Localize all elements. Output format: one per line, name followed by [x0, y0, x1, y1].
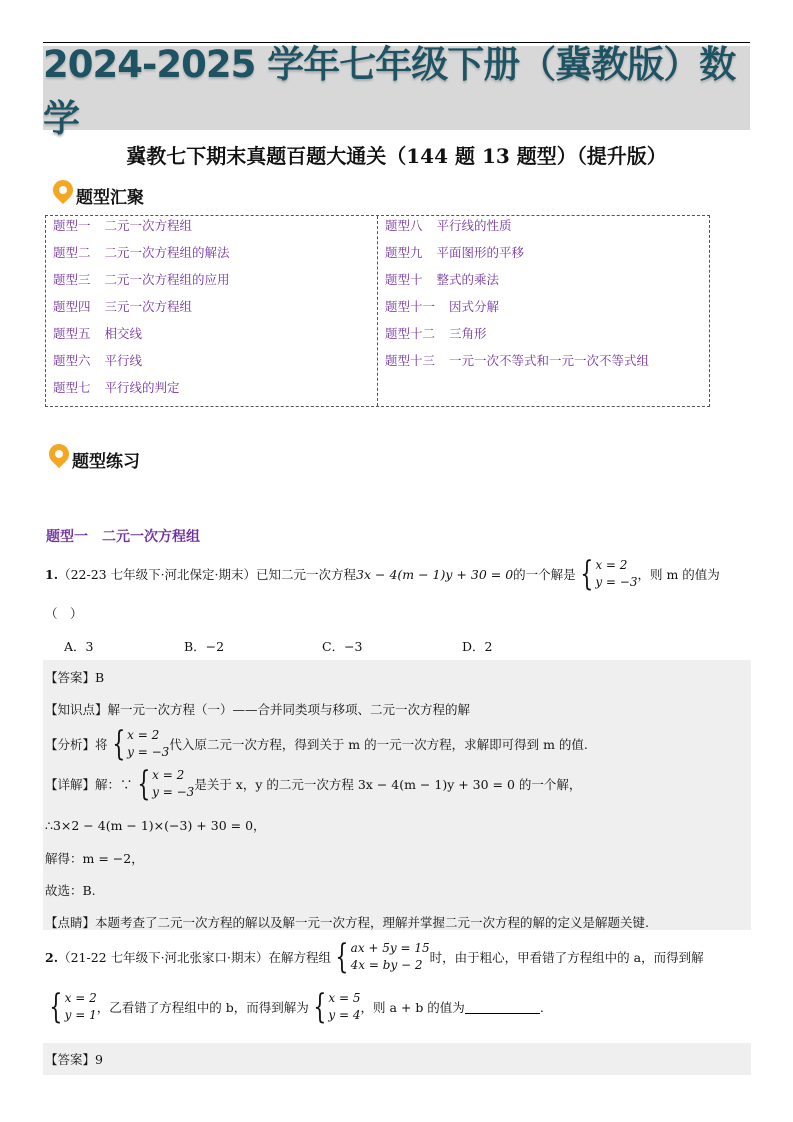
type-number: 题型四: [53, 299, 91, 314]
q1-analysis-system: { x = 2 y = −3: [111, 724, 170, 764]
type-number: 题型一: [53, 218, 91, 233]
detail-text: 是关于 x，y 的二元一次方程 3x − 4(m − 1)y + 30 = 0 的一个解，: [194, 777, 582, 792]
q1-stem: [45, 554, 720, 594]
type-title: 二元一次方程组的应用: [104, 272, 230, 287]
sys-row: y = −3: [152, 785, 195, 799]
sys-row: y = −3: [595, 575, 638, 589]
sys-row: ax + 5y = 15: [350, 941, 430, 955]
summary-heading: [52, 178, 144, 208]
q2-text1: 时，由于粗心，甲看错了方程组中的 a，而得到解: [429, 950, 704, 965]
summary-item[interactable]: [53, 351, 370, 378]
sys-row: x = 2: [64, 991, 97, 1005]
q2-text3: ，则 a + b 的值为: [360, 1000, 465, 1015]
q2-solution1: { x = 2 y = 1: [49, 987, 97, 1027]
q2-solution2: { x = 5 y = 4: [313, 987, 361, 1027]
q1-step3: 故选：B.: [45, 883, 96, 898]
summary-item[interactable]: [53, 216, 370, 243]
q2-line2: [45, 987, 544, 1027]
sys-row: x = 5: [328, 991, 361, 1005]
practice-heading-text: 题型练习: [72, 452, 140, 472]
type-title: 二元一次方程组: [104, 218, 193, 233]
type-title: 三角形: [449, 326, 487, 341]
q2-stem: [45, 937, 704, 977]
answer-blank[interactable]: [465, 1000, 540, 1014]
q1-analysis: [45, 724, 588, 764]
q2-system: { ax + 5y = 15 4x = by − 2: [335, 937, 430, 977]
q1-tail: ，则 m 的值为: [637, 567, 720, 582]
q1-step1: ∴3×2 − 4(m − 1)×(−3) + 30 = 0，: [45, 818, 266, 833]
summary-item[interactable]: [385, 216, 702, 243]
type1-heading: 题型一 二元一次方程组: [46, 529, 200, 545]
banner-title: 2024-2025 学年七年级下册（冀教版）数学: [43, 46, 750, 130]
q1-equation: 3x − 4(m − 1)y + 30 = 0: [356, 566, 514, 582]
sys-row: y = 4: [328, 1008, 361, 1022]
type-title: 平面图形的平移: [436, 245, 525, 260]
practice-heading: [48, 442, 140, 472]
type-number: 题型八: [385, 218, 423, 233]
q1-number: 1.: [45, 566, 59, 582]
sys-row: x = 2: [595, 558, 628, 572]
type-number: 题型十三: [385, 353, 436, 368]
q2-end: .: [539, 999, 544, 1015]
summary-item[interactable]: [385, 297, 702, 324]
doc-subtitle: 冀教七下期末真题百题大通关（144 题 13 题型）（提升版）: [126, 144, 667, 168]
q1-solution-system: { x = 2 y = −3: [580, 554, 638, 594]
q1-knowledge: 【知识点】解一元一次方程（一）——合并同类项与移项、二元一次方程的解: [45, 702, 471, 717]
q2-answer: 【答案】9: [45, 1052, 103, 1067]
summary-item[interactable]: [53, 243, 370, 270]
analysis-text: 代入原二元一次方程，得到关于 m 的一元一次方程，求解即可得到 m 的值.: [169, 737, 588, 752]
q1-options: [64, 637, 492, 655]
type-number: 题型九: [385, 245, 423, 260]
sys-row: y = 1: [64, 1008, 97, 1022]
type-number: 题型六: [53, 353, 91, 368]
q2-answer-box: [43, 1043, 751, 1075]
type-summary-table: [45, 215, 710, 407]
sys-row: x = 2: [152, 768, 185, 782]
type-number: 题型十一: [385, 299, 436, 314]
summary-item[interactable]: [385, 351, 702, 378]
q1-detail-system: { x = 2 y = −3: [136, 764, 195, 804]
q1-answer: 【答案】B: [45, 670, 105, 685]
type-title: 平行线的性质: [436, 218, 512, 233]
option-c[interactable]: C．−3: [322, 639, 363, 654]
sys-row: 4x = by − 2: [350, 958, 423, 972]
type-number: 题型十二: [385, 326, 436, 341]
summary-item[interactable]: [385, 324, 702, 351]
summary-item[interactable]: [53, 324, 370, 351]
q1-paren: （ ）: [45, 606, 83, 621]
q2-source: （21-22 七年级下·河北张家口·期末）在解方程组: [58, 950, 332, 965]
analysis-label: 【分析】将: [45, 737, 108, 752]
location-pin-icon: [52, 178, 74, 208]
summary-right-column: [378, 216, 709, 406]
q1-source: （22-23 七年级下·河北保定·期末）已知二元一次方程: [58, 567, 357, 582]
type-title: 整式的乘法: [436, 272, 500, 287]
q1-mid: 的一个解是: [513, 567, 576, 582]
type-number: 题型五: [53, 326, 91, 341]
type-title: 因式分解: [449, 299, 500, 314]
sys-row: x = 2: [127, 728, 160, 742]
type-title: 平行线的判定: [104, 380, 180, 395]
summary-item[interactable]: [385, 243, 702, 270]
type-title: 三元一次方程组: [104, 299, 193, 314]
q1-detail: [45, 764, 582, 804]
sys-row: y = −3: [127, 745, 170, 759]
summary-item[interactable]: [53, 378, 370, 405]
summary-item[interactable]: [53, 297, 370, 324]
summary-item[interactable]: [385, 270, 702, 297]
q1-step2: 解得：m = −2，: [45, 851, 144, 866]
detail-label: 【详解】解：∵: [45, 777, 133, 792]
option-b[interactable]: B．−2: [184, 639, 225, 654]
option-a[interactable]: A．3: [64, 639, 94, 654]
type-number: 题型三: [53, 272, 91, 287]
type-title: 平行线: [104, 353, 143, 368]
type-number: 题型十: [385, 272, 423, 287]
summary-left-column: [46, 216, 378, 406]
q1-comment: 【点睛】本题考查了二元一次方程的解以及解一元一次方程，理解并掌握二元一次方程的解的定义是解题关键.: [45, 915, 649, 930]
type-title: 相交线: [104, 326, 143, 341]
q2-number: 2.: [45, 949, 59, 965]
location-pin-icon: [48, 442, 70, 472]
summary-item[interactable]: [53, 270, 370, 297]
type-title: 二元一次方程组的解法: [104, 245, 230, 260]
q2-text2: ，乙看错了方程组中的 b，而得到解为: [96, 1000, 309, 1015]
type-number: 题型七: [53, 380, 91, 395]
type-number: 题型二: [53, 245, 91, 260]
summary-heading-text: 题型汇聚: [76, 188, 144, 208]
type-title: 一元一次不等式和一元一次不等式组: [449, 353, 650, 368]
option-d[interactable]: D．2: [462, 639, 493, 654]
